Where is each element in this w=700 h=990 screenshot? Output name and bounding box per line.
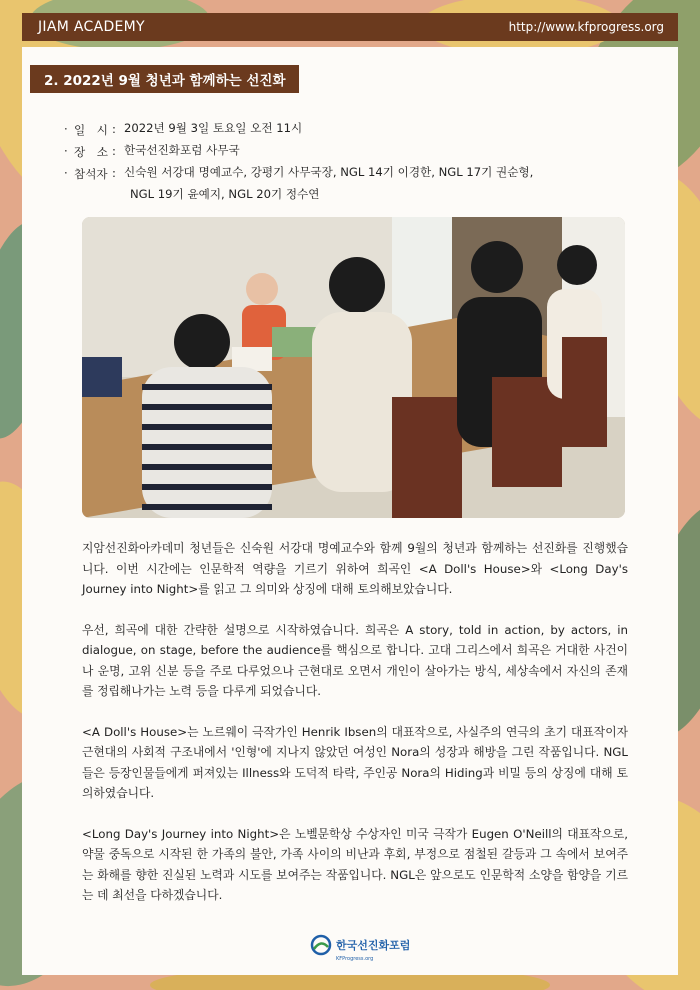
article-body <box>82 538 628 926</box>
info-row-place: · 장 소 : 한국선진화포럼 사무국 <box>64 144 584 166</box>
logo-icon <box>310 934 332 956</box>
section-title: 2. 2022년 9월 청년과 함께하는 선진화 <box>30 65 299 93</box>
date-value: 2022년 9월 3일 토요일 오전 11시 <box>124 121 303 135</box>
info-row-attendees: · 참석자 : 신숙원 서강대 명예교수, 강평기 사무국장, NGL 14기 이경한, NGL 17기 권순형, NGL 19기 윤예지, NGL 20기 정수연 <box>64 166 584 210</box>
event-info <box>64 122 584 210</box>
attendees-line-2: NGL 19기 윤예지, NGL 20기 정수연 <box>130 187 320 201</box>
date-label: 일 시 <box>74 123 108 137</box>
brand-name: JIAM ACADEMY <box>38 19 145 35</box>
paragraph-3: <A Doll's House>는 노르웨이 극작가인 Henrik Ibsen의 대표작으로, 사실주의 연극의 초기 대표작이자 근현대의 사회적 구조내에서 '인형'에 지나지 않았던 여성인 Nora의 성장과 해방을 그린 작품입니다. NGL들은 등장인물들에게 퍼져있는 Illness와 도덕적 타락, 주인공 Nora의 Hiding과 비밀 등의 상징에 대해 토의하였습니다. <box>82 724 628 800</box>
place-label: 장 소 <box>74 145 108 159</box>
logo-name: 한국선진화포럼 <box>336 939 411 952</box>
attendees-value <box>124 161 584 205</box>
paragraph-4: <Long Day's Journey into Night>은 노벨문학상 수상자인 미국 극작가 Eugen O'Neill의 대표작으로, 약물 중독으로 시작된 한 가족의 불안, 가족 사이의 비난과 후회, 부정으로 점철된 갈등과 그 속에서 보여주는 화해를 향한 진실된 노력과 시도를 보여주는 작품입니다. NGL은 앞으로도 인문학적 소양을 함양을 기르는 데 최선을 다하겠습니다. <box>82 826 628 902</box>
paragraph-1: 지암선진화아카데미 청년들은 신숙원 서강대 명예교수와 함께 9월의 청년과 함께하는 선진화를 진행했습니다. 이번 시간에는 인문학적 역량을 기르기 위하여 희곡인 <A Doll's House>와 <Long Day's Journey into Night>를 읽고 그 의미와 상징에 대해 토의해보았습니다. <box>82 541 628 596</box>
page-header <box>22 13 678 41</box>
place-value: 한국선진화포럼 사무국 <box>124 143 240 157</box>
meeting-photo <box>82 217 625 518</box>
attendees-line-1: 신숙원 서강대 명예교수, 강평기 사무국장, NGL 14기 이경한, NGL 17기 권순형, <box>124 165 534 179</box>
attendees-label: 참석자 <box>74 167 108 181</box>
info-row-date: · 일 시 : 2022년 9월 3일 토요일 오전 11시 <box>64 122 584 144</box>
logo-sub: KFProgress.org <box>336 956 374 962</box>
website-link[interactable]: http://www.kfprogress.org <box>508 20 664 34</box>
paragraph-2: 우선, 희곡에 대한 간략한 설명으로 시작하였습니다. 희곡은 A story, told in action, by actors, in dialogue, on stage, before the audience를 핵심으로 합니다. 고대 그리스에서 희곡은 거대한 사건이나 운명, 고위 신분 등을 주로 다루었으나 근현대로 오면서 개인이 살아가는 방식, 세상속에서 자신의 존재를 정립해나가는 노력 등을 다루게 되었습니다. <box>82 622 628 698</box>
footer-logo <box>310 934 411 962</box>
